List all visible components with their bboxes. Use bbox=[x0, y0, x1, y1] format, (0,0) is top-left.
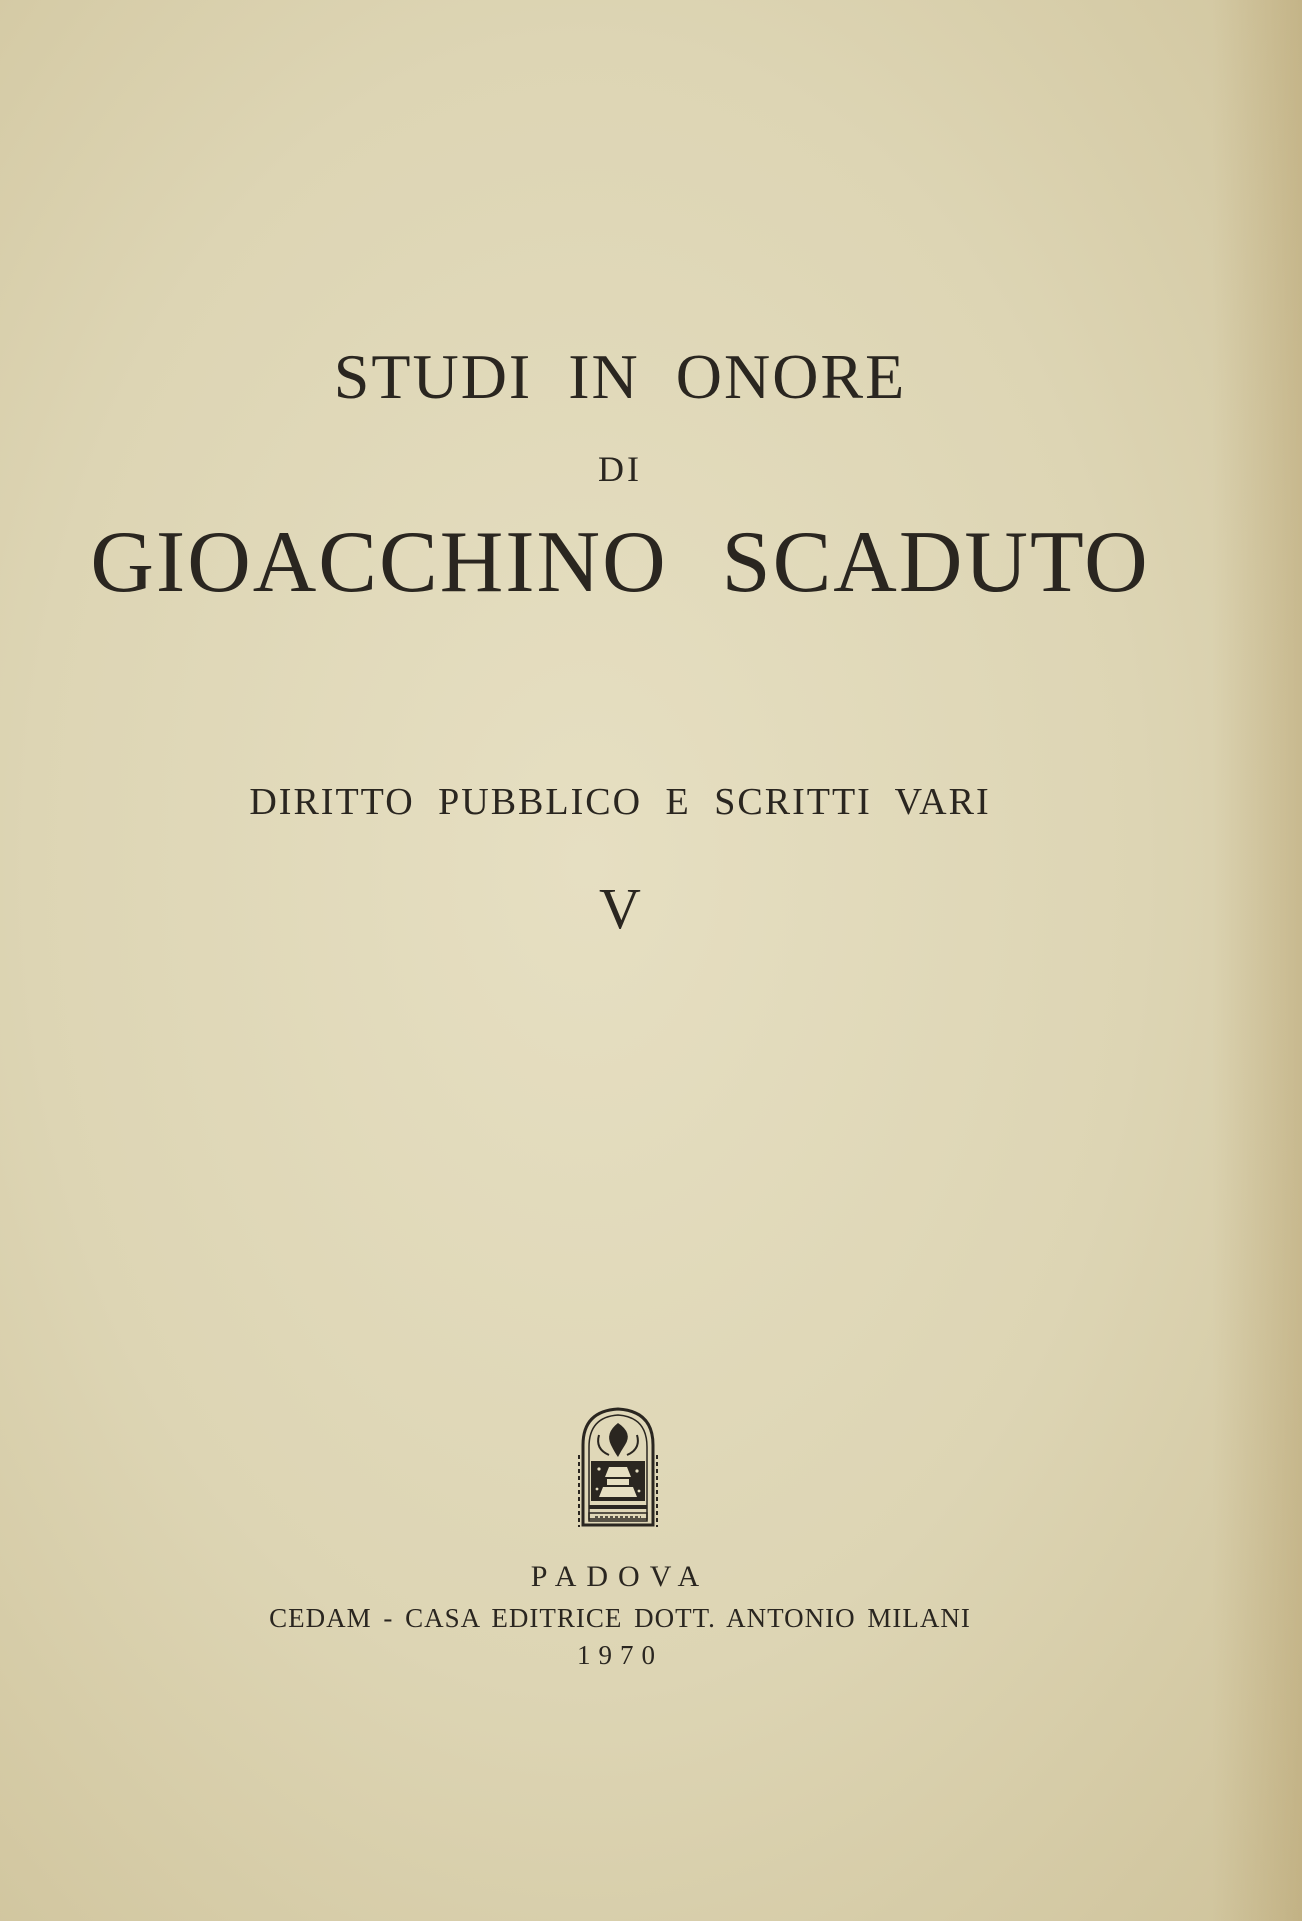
publisher-emblem-icon bbox=[575, 1405, 661, 1529]
subtitle: DIRITTO PUBBLICO E SCRITTI VARI bbox=[249, 781, 991, 823]
imprint-year: 1970 bbox=[577, 1640, 663, 1670]
title-line-3: GIOACCHINO SCADUTO bbox=[90, 514, 1150, 611]
volume-number: V bbox=[599, 876, 641, 941]
title-line-1: STUDI IN ONORE bbox=[333, 341, 907, 412]
imprint-city: PADOVA bbox=[530, 1560, 710, 1593]
imprint-publisher: CEDAM - CASA EDITRICE DOTT. ANTONIO MILANI bbox=[269, 1603, 971, 1633]
title-line-2: DI bbox=[598, 449, 642, 489]
